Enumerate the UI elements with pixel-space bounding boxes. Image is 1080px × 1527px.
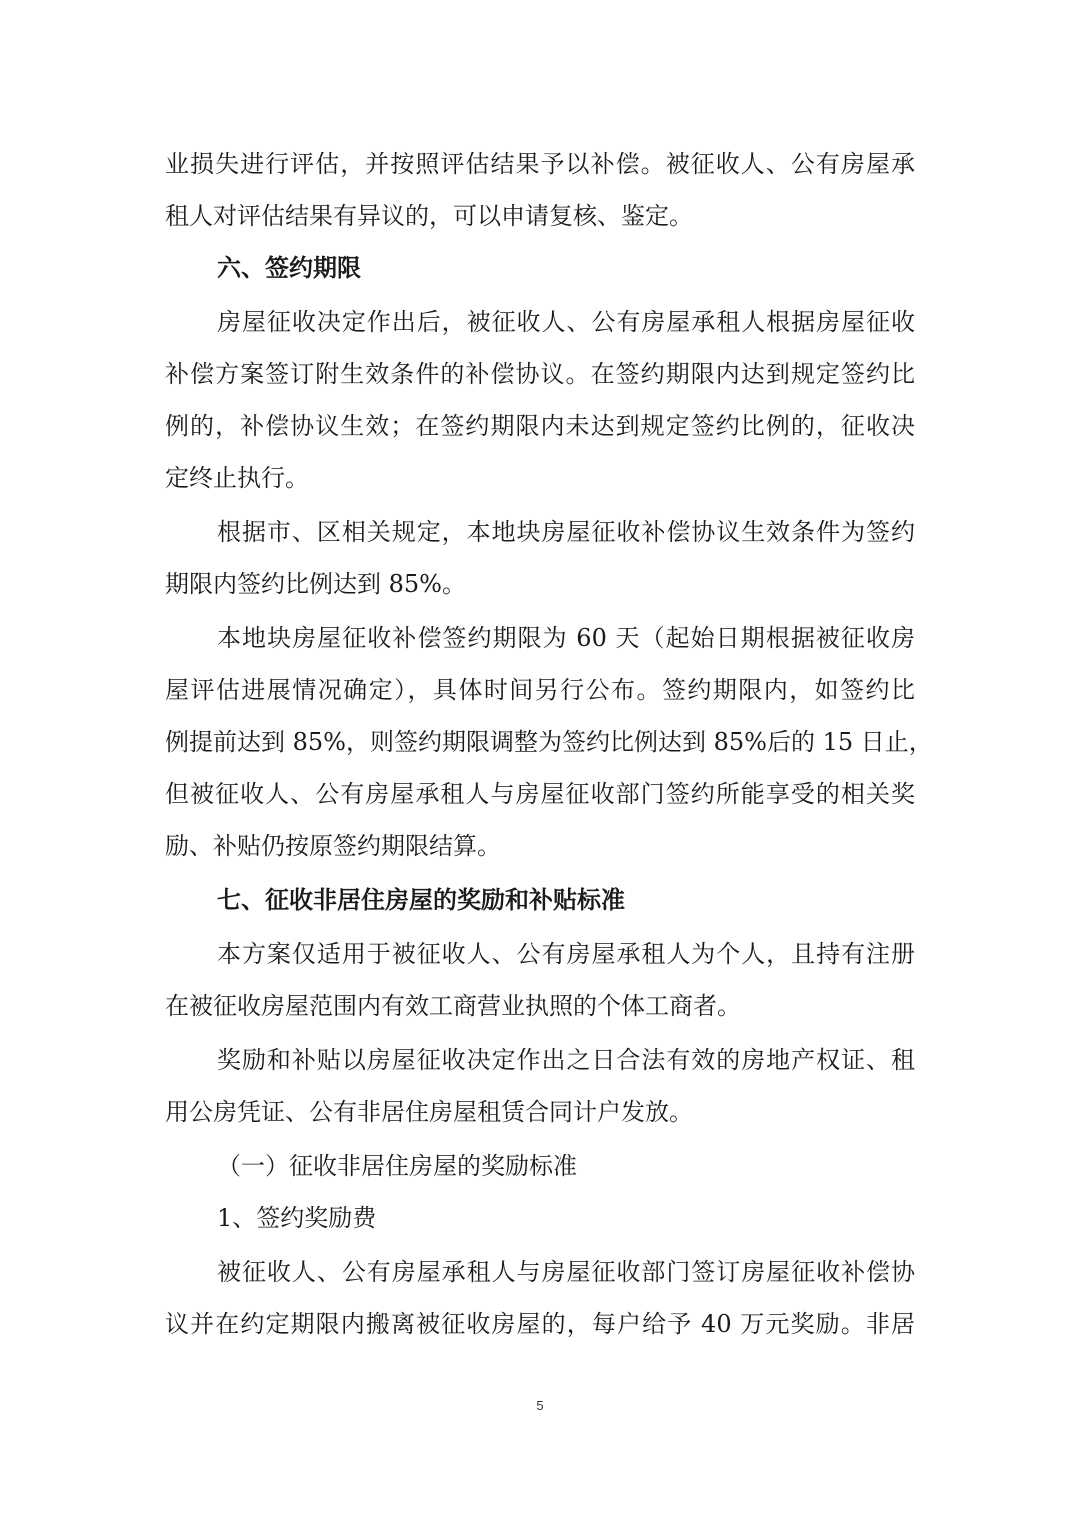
paragraph-line: 被征收人、公有房屋承租人与房屋征收部门签订房屋征收补偿协 [217,1258,915,1286]
paragraph-line: 在被征收房屋范围内有效工商营业执照的个体工商者。 [165,992,741,1020]
paragraph-line: 例提前达到 85%，则签约期限调整为签约比例达到 85%后的 15 日止， [165,728,933,756]
paragraph-line: 本方案仅适用于被征收人、公有房屋承租人为个人，且持有注册 [217,940,915,968]
item-heading: 1、签约奖励费 [217,1204,377,1232]
paragraph-line: 本地块房屋征收补偿签约期限为 60 天（起始日期根据被征收房 [217,624,915,652]
paragraph-line: 但被征收人、公有房屋承租人与房屋征收部门签约所能享受的相关奖 [165,780,915,808]
section-heading-six: 六、签约期限 [217,254,361,282]
paragraph-line: 房屋征收决定作出后，被征收人、公有房屋承租人根据房屋征收 [217,308,915,336]
paragraph-line: 定终止执行。 [165,464,309,492]
section-heading-seven: 七、征收非居住房屋的奖励和补贴标准 [217,886,625,914]
paragraph-line: 根据市、区相关规定，本地块房屋征收补偿协议生效条件为签约 [217,518,915,546]
paragraph-line: 励、补贴仍按原签约期限结算。 [165,832,501,860]
paragraph-line: 用公房凭证、公有非居住房屋租赁合同计户发放。 [165,1098,693,1126]
paragraph-line: 奖励和补贴以房屋征收决定作出之日合法有效的房地产权证、租 [217,1046,915,1074]
paragraph-line: 业损失进行评估，并按照评估结果予以补偿。被征收人、公有房屋承 [165,150,915,178]
paragraph-line: 议并在约定期限内搬离被征收房屋的，每户给予 40 万元奖励。非居 [165,1310,915,1338]
paragraph-line: 例的，补偿协议生效；在签约期限内未达到规定签约比例的，征收决 [165,412,915,440]
paragraph-line: 补偿方案签订附生效条件的补偿协议。在签约期限内达到规定签约比 [165,360,915,388]
paragraph-line: 屋评估进展情况确定），具体时间另行公布。签约期限内，如签约比 [165,676,915,704]
page-number: 5 [536,1398,544,1413]
subsection-heading: （一）征收非居住房屋的奖励标准 [217,1152,577,1180]
paragraph-line: 期限内签约比例达到 85%。 [165,570,466,598]
paragraph-line: 租人对评估结果有异议的，可以申请复核、鉴定。 [165,202,693,230]
